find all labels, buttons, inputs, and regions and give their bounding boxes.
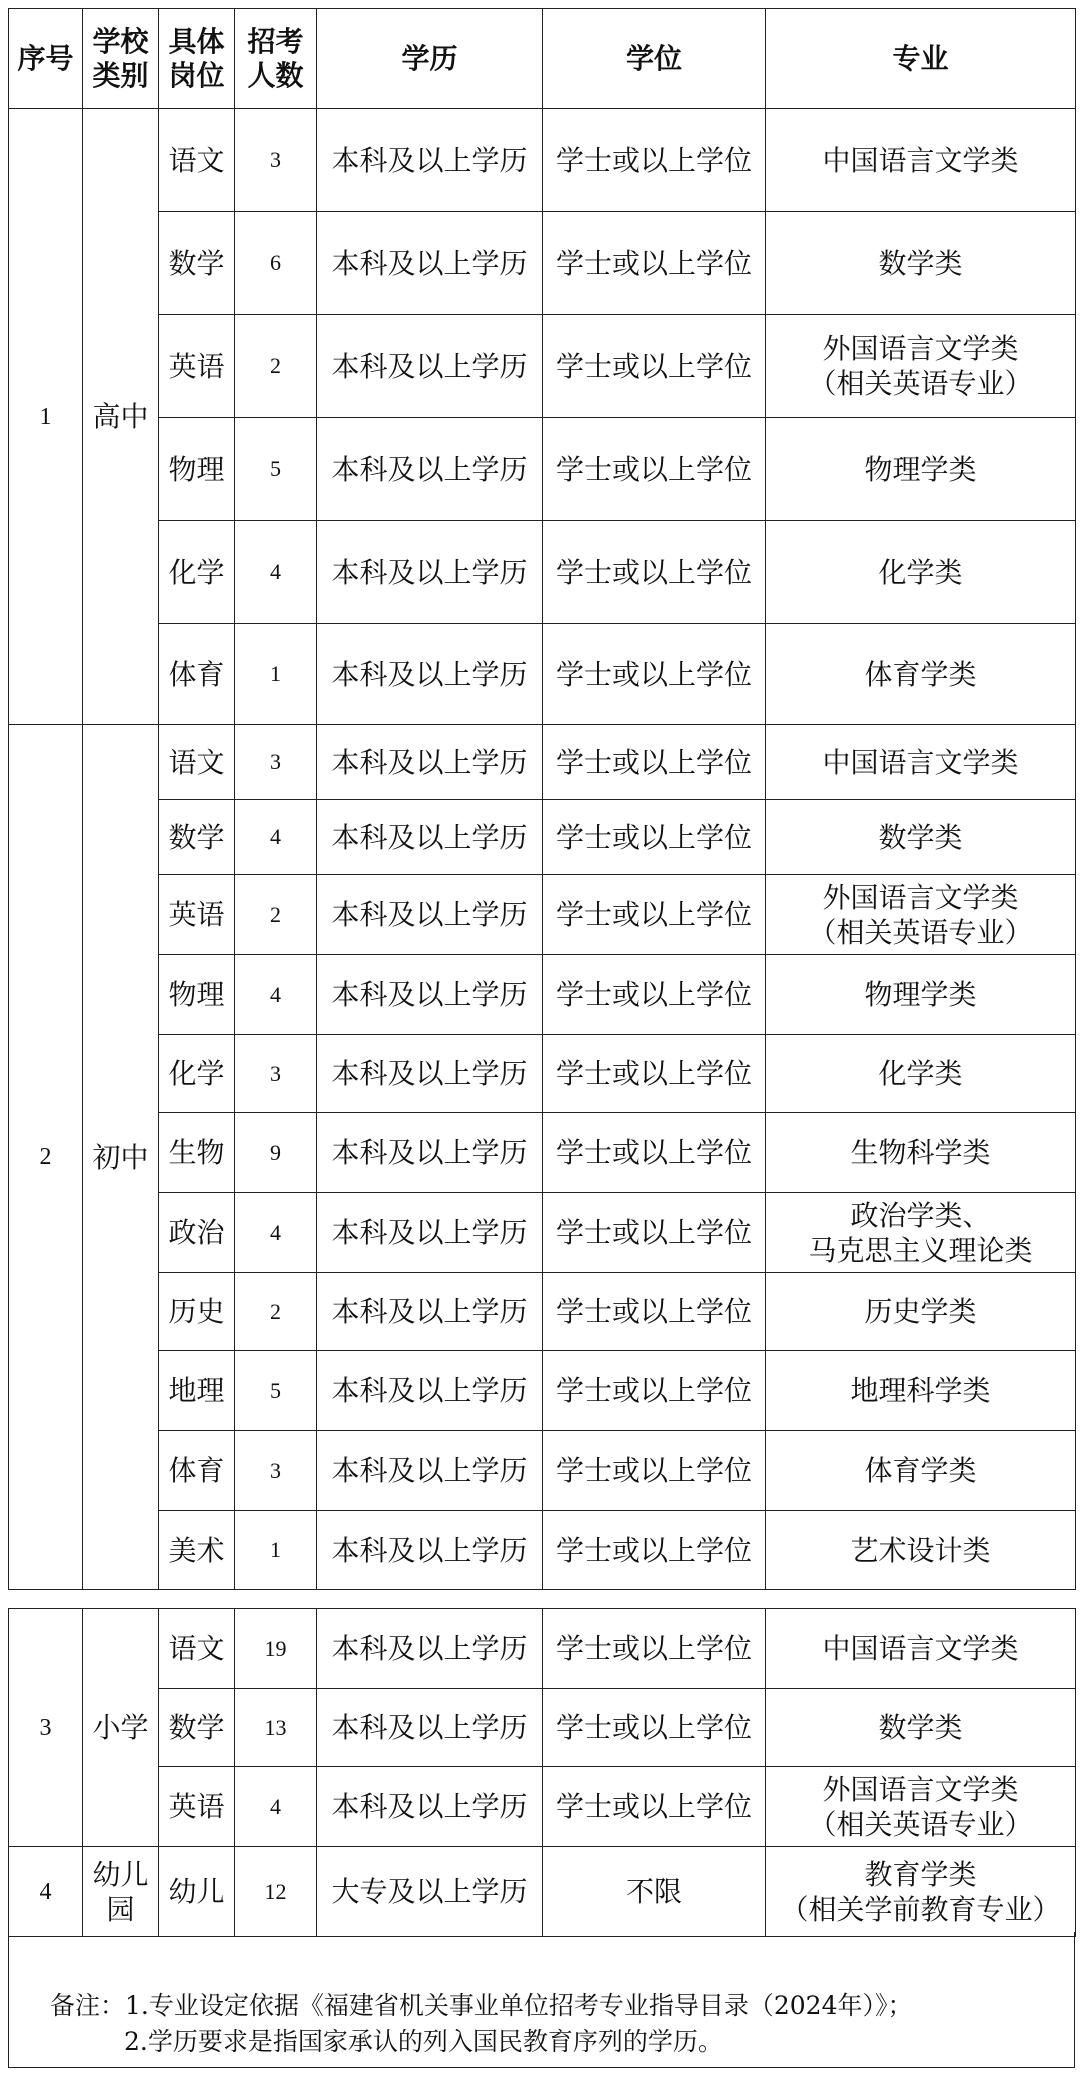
table-row <box>9 109 1076 212</box>
header-position: 具体岗位 <box>159 9 235 109</box>
table-row <box>9 1273 1076 1351</box>
cell-major: 教育学类 （相关学前教育专业） <box>766 1847 1076 1937</box>
cell-degree: 学士或以上学位 <box>543 418 766 521</box>
cell-position: 历史 <box>159 1273 235 1351</box>
cell-position: 美术 <box>159 1511 235 1590</box>
cell-major: 化学类 <box>766 521 1076 624</box>
cell-education: 本科及以上学历 <box>317 1609 543 1689</box>
table-row <box>9 1035 1076 1113</box>
cell-major: 物理学类 <box>766 418 1076 521</box>
cell-school-type: 幼儿园 <box>83 1847 159 1937</box>
cell-position: 化学 <box>159 1035 235 1113</box>
cell-count: 3 <box>235 725 317 800</box>
cell-major: 中国语言文学类 <box>766 109 1076 212</box>
cell-major: 外国语言文学类 （相关英语专业） <box>766 1767 1076 1847</box>
cell-seq: 3 <box>9 1609 83 1847</box>
cell-education: 本科及以上学历 <box>317 955 543 1035</box>
cell-major: 生物科学类 <box>766 1113 1076 1193</box>
cell-position: 数学 <box>159 1689 235 1767</box>
cell-position: 政治 <box>159 1193 235 1273</box>
cell-major: 外国语言文学类 （相关英语专业） <box>766 315 1076 418</box>
table-section-middle-school <box>8 724 1076 1590</box>
cell-count: 3 <box>235 109 317 212</box>
cell-seq: 1 <box>9 109 83 725</box>
cell-education: 本科及以上学历 <box>317 1431 543 1511</box>
cell-education: 大专及以上学历 <box>317 1847 543 1937</box>
cell-position: 数学 <box>159 212 235 315</box>
cell-position: 英语 <box>159 875 235 955</box>
cell-position: 生物 <box>159 1113 235 1193</box>
cell-education: 本科及以上学历 <box>317 875 543 955</box>
cell-count: 4 <box>235 800 317 875</box>
cell-degree: 学士或以上学位 <box>543 725 766 800</box>
cell-count: 6 <box>235 212 317 315</box>
cell-education: 本科及以上学历 <box>317 521 543 624</box>
cell-major: 历史学类 <box>766 1273 1076 1351</box>
table-row <box>9 1431 1076 1511</box>
cell-major: 外国语言文学类 （相关英语专业） <box>766 875 1076 955</box>
table-row <box>9 1847 1076 1937</box>
cell-count: 5 <box>235 418 317 521</box>
cell-degree: 学士或以上学位 <box>543 1273 766 1351</box>
cell-major: 体育学类 <box>766 1431 1076 1511</box>
cell-degree: 不限 <box>543 1847 766 1937</box>
cell-position: 物理 <box>159 418 235 521</box>
cell-education: 本科及以上学历 <box>317 1767 543 1847</box>
cell-degree: 学士或以上学位 <box>543 1113 766 1193</box>
table-row <box>9 875 1076 955</box>
cell-count: 4 <box>235 521 317 624</box>
cell-position: 体育 <box>159 1431 235 1511</box>
cell-education: 本科及以上学历 <box>317 1193 543 1273</box>
cell-major: 体育学类 <box>766 624 1076 725</box>
cell-position: 语文 <box>159 1609 235 1689</box>
cell-position: 物理 <box>159 955 235 1035</box>
cell-degree: 学士或以上学位 <box>543 624 766 725</box>
table-row <box>9 1609 1076 1689</box>
header-education: 学历 <box>317 9 543 109</box>
table-row <box>9 725 1076 800</box>
cell-count: 1 <box>235 624 317 725</box>
cell-degree: 学士或以上学位 <box>543 109 766 212</box>
cell-major: 数学类 <box>766 800 1076 875</box>
cell-education: 本科及以上学历 <box>317 1113 543 1193</box>
table-row <box>9 955 1076 1035</box>
cell-degree: 学士或以上学位 <box>543 1609 766 1689</box>
table-row <box>9 521 1076 624</box>
table-section-primary-kindergarten <box>8 1608 1076 1937</box>
cell-education: 本科及以上学历 <box>317 725 543 800</box>
cell-education: 本科及以上学历 <box>317 624 543 725</box>
table-row <box>9 1113 1076 1193</box>
cell-degree: 学士或以上学位 <box>543 1689 766 1767</box>
cell-major: 化学类 <box>766 1035 1076 1113</box>
table-row <box>9 418 1076 521</box>
cell-education: 本科及以上学历 <box>317 315 543 418</box>
header-row <box>9 9 1076 109</box>
cell-major: 数学类 <box>766 1689 1076 1767</box>
cell-count: 2 <box>235 875 317 955</box>
cell-major: 地理科学类 <box>766 1351 1076 1431</box>
cell-education: 本科及以上学历 <box>317 109 543 212</box>
cell-major: 中国语言文学类 <box>766 725 1076 800</box>
cell-position: 体育 <box>159 624 235 725</box>
note-line-1: 备注：1.专业设定依据《福建省机关事业单位招考专业指导目录（2024年）》； <box>50 1991 913 2020</box>
cell-degree: 学士或以上学位 <box>543 1193 766 1273</box>
table-row <box>9 1767 1076 1847</box>
cell-education: 本科及以上学历 <box>317 1511 543 1590</box>
cell-position: 数学 <box>159 800 235 875</box>
cell-major: 物理学类 <box>766 955 1076 1035</box>
cell-education: 本科及以上学历 <box>317 1351 543 1431</box>
cell-degree: 学士或以上学位 <box>543 1431 766 1511</box>
cell-count: 3 <box>235 1035 317 1113</box>
cell-count: 5 <box>235 1351 317 1431</box>
table-row <box>9 1351 1076 1431</box>
table-row <box>9 212 1076 315</box>
cell-count: 4 <box>235 955 317 1035</box>
cell-position: 地理 <box>159 1351 235 1431</box>
cell-count: 2 <box>235 1273 317 1351</box>
cell-position: 幼儿 <box>159 1847 235 1937</box>
header-major: 专业 <box>766 9 1076 109</box>
cell-degree: 学士或以上学位 <box>543 521 766 624</box>
cell-school-type: 初中 <box>83 725 159 1590</box>
cell-seq: 4 <box>9 1847 83 1937</box>
table-row <box>9 800 1076 875</box>
cell-count: 2 <box>235 315 317 418</box>
table-row <box>9 1689 1076 1767</box>
cell-count: 1 <box>235 1511 317 1590</box>
cell-school-type: 小学 <box>83 1609 159 1847</box>
cell-degree: 学士或以上学位 <box>543 875 766 955</box>
cell-count: 3 <box>235 1431 317 1511</box>
cell-degree: 学士或以上学位 <box>543 1035 766 1113</box>
table-row <box>9 624 1076 725</box>
cell-degree: 学士或以上学位 <box>543 315 766 418</box>
cell-count: 19 <box>235 1609 317 1689</box>
table-section-high-school <box>8 8 1076 725</box>
cell-count: 13 <box>235 1689 317 1767</box>
cell-education: 本科及以上学历 <box>317 1689 543 1767</box>
cell-major: 数学类 <box>766 212 1076 315</box>
cell-seq: 2 <box>9 725 83 1590</box>
cell-major: 艺术设计类 <box>766 1511 1076 1590</box>
table-row <box>9 315 1076 418</box>
cell-education: 本科及以上学历 <box>317 1273 543 1351</box>
cell-education: 本科及以上学历 <box>317 1035 543 1113</box>
cell-position: 英语 <box>159 1767 235 1847</box>
table-row <box>9 1511 1076 1590</box>
cell-major: 政治学类、 马克思主义理论类 <box>766 1193 1076 1273</box>
header-degree: 学位 <box>543 9 766 109</box>
cell-position: 语文 <box>159 725 235 800</box>
cell-position: 化学 <box>159 521 235 624</box>
table-row <box>9 1193 1076 1273</box>
cell-position: 英语 <box>159 315 235 418</box>
notes <box>50 1988 1060 2060</box>
cell-count: 4 <box>235 1193 317 1273</box>
header-count: 招考人数 <box>235 9 317 109</box>
cell-degree: 学士或以上学位 <box>543 955 766 1035</box>
cell-count: 9 <box>235 1113 317 1193</box>
cell-education: 本科及以上学历 <box>317 212 543 315</box>
cell-degree: 学士或以上学位 <box>543 1511 766 1590</box>
cell-position: 语文 <box>159 109 235 212</box>
cell-degree: 学士或以上学位 <box>543 1767 766 1847</box>
cell-count: 4 <box>235 1767 317 1847</box>
header-school-type: 学校类别 <box>83 9 159 109</box>
cell-education: 本科及以上学历 <box>317 418 543 521</box>
note-line-2: 2.学历要求是指国家承认的列入国民教育序列的学历。 <box>124 2027 723 2056</box>
cell-major: 中国语言文学类 <box>766 1609 1076 1689</box>
cell-education: 本科及以上学历 <box>317 800 543 875</box>
cell-degree: 学士或以上学位 <box>543 1351 766 1431</box>
cell-degree: 学士或以上学位 <box>543 212 766 315</box>
cell-degree: 学士或以上学位 <box>543 800 766 875</box>
header-seq: 序号 <box>9 9 83 109</box>
cell-school-type: 高中 <box>83 109 159 725</box>
cell-count: 12 <box>235 1847 317 1937</box>
